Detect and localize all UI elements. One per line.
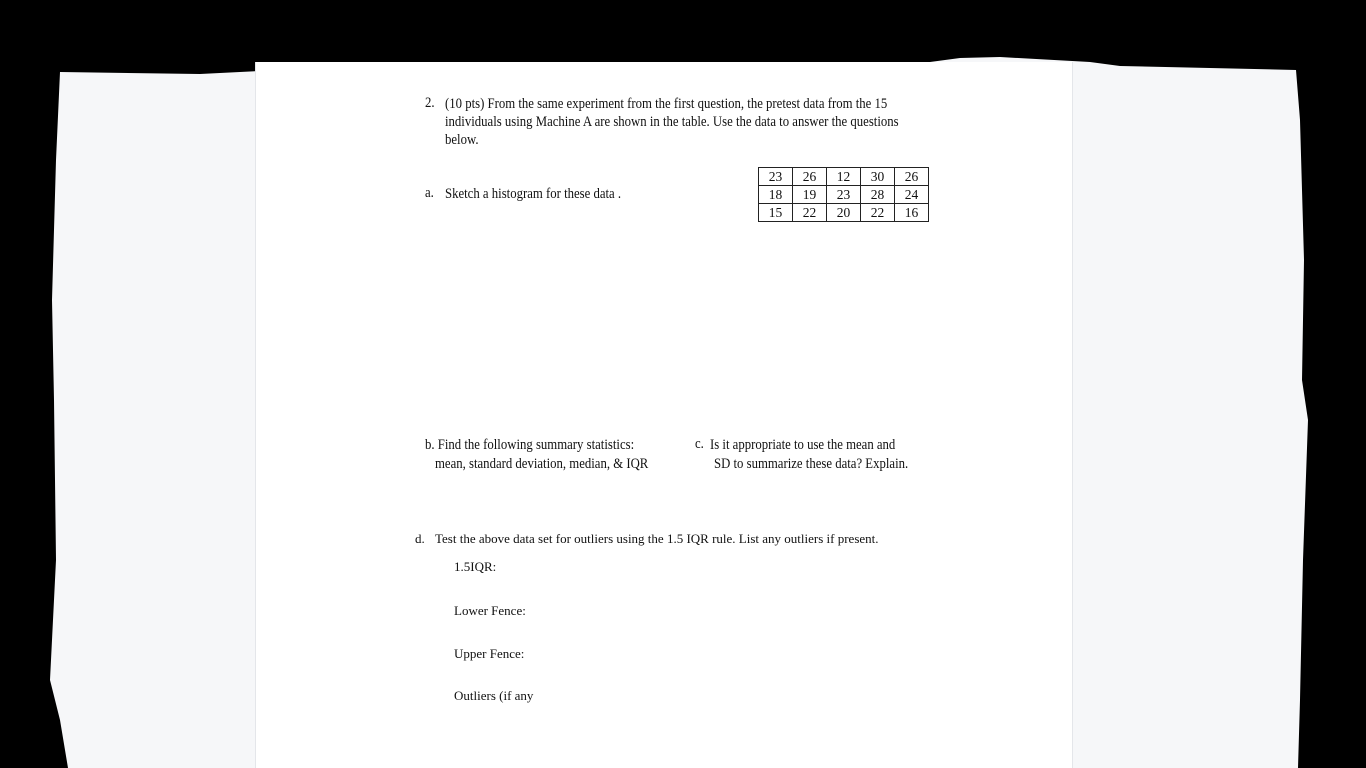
- table-cell: 15: [759, 204, 793, 222]
- part-c-line-1: Is it appropriate to use the mean and: [710, 437, 896, 453]
- part-d-letter: d.: [415, 531, 425, 546]
- part-c-line-2: SD to summarize these data? Explain.: [714, 456, 909, 472]
- table-cell: 16: [895, 204, 929, 222]
- part-a-letter: a.: [425, 185, 434, 201]
- table-cell: 23: [827, 186, 861, 204]
- table-cell: 22: [793, 204, 827, 222]
- table-cell: 28: [861, 186, 895, 204]
- table-cell: 18: [759, 186, 793, 204]
- question-line-3: below.: [445, 132, 479, 148]
- table-cell: 24: [895, 186, 929, 204]
- table-cell: 12: [827, 168, 861, 186]
- table-cell: 26: [895, 168, 929, 186]
- table-cell: 30: [861, 168, 895, 186]
- table-cell: 22: [861, 204, 895, 222]
- data-table: [758, 167, 929, 222]
- upper-fence-label: Upper Fence:: [454, 646, 525, 661]
- table-cell: 23: [759, 168, 793, 186]
- question-line-2: individuals using Machine A are shown in the table. Use the data to answer the questions: [445, 114, 899, 130]
- question-number: 2.: [425, 95, 435, 111]
- table-cell: 19: [793, 186, 827, 204]
- part-b-line-1: b. Find the following summary statistics:: [425, 437, 635, 453]
- document-page: [256, 62, 1072, 768]
- part-c-letter: c.: [695, 436, 704, 452]
- part-a-text: Sketch a histogram for these data .: [445, 186, 622, 202]
- outliers-label: Outliers (if any: [454, 688, 534, 703]
- table-cell: 20: [827, 204, 861, 222]
- question-line-1: (10 pts) From the same experiment from the first question, the pretest data from the 15: [445, 96, 888, 112]
- part-d-text: Test the above data set for outliers using the 1.5 IQR rule. List any outliers if present.: [435, 531, 879, 546]
- part-b-line-2: mean, standard deviation, median, & IQR: [435, 456, 649, 472]
- iqr-label: 1.5IQR:: [454, 559, 497, 574]
- table-row: [759, 186, 929, 204]
- table-row: [759, 168, 929, 186]
- table-row: [759, 204, 929, 222]
- lower-fence-label: Lower Fence:: [454, 603, 526, 618]
- table-cell: 26: [793, 168, 827, 186]
